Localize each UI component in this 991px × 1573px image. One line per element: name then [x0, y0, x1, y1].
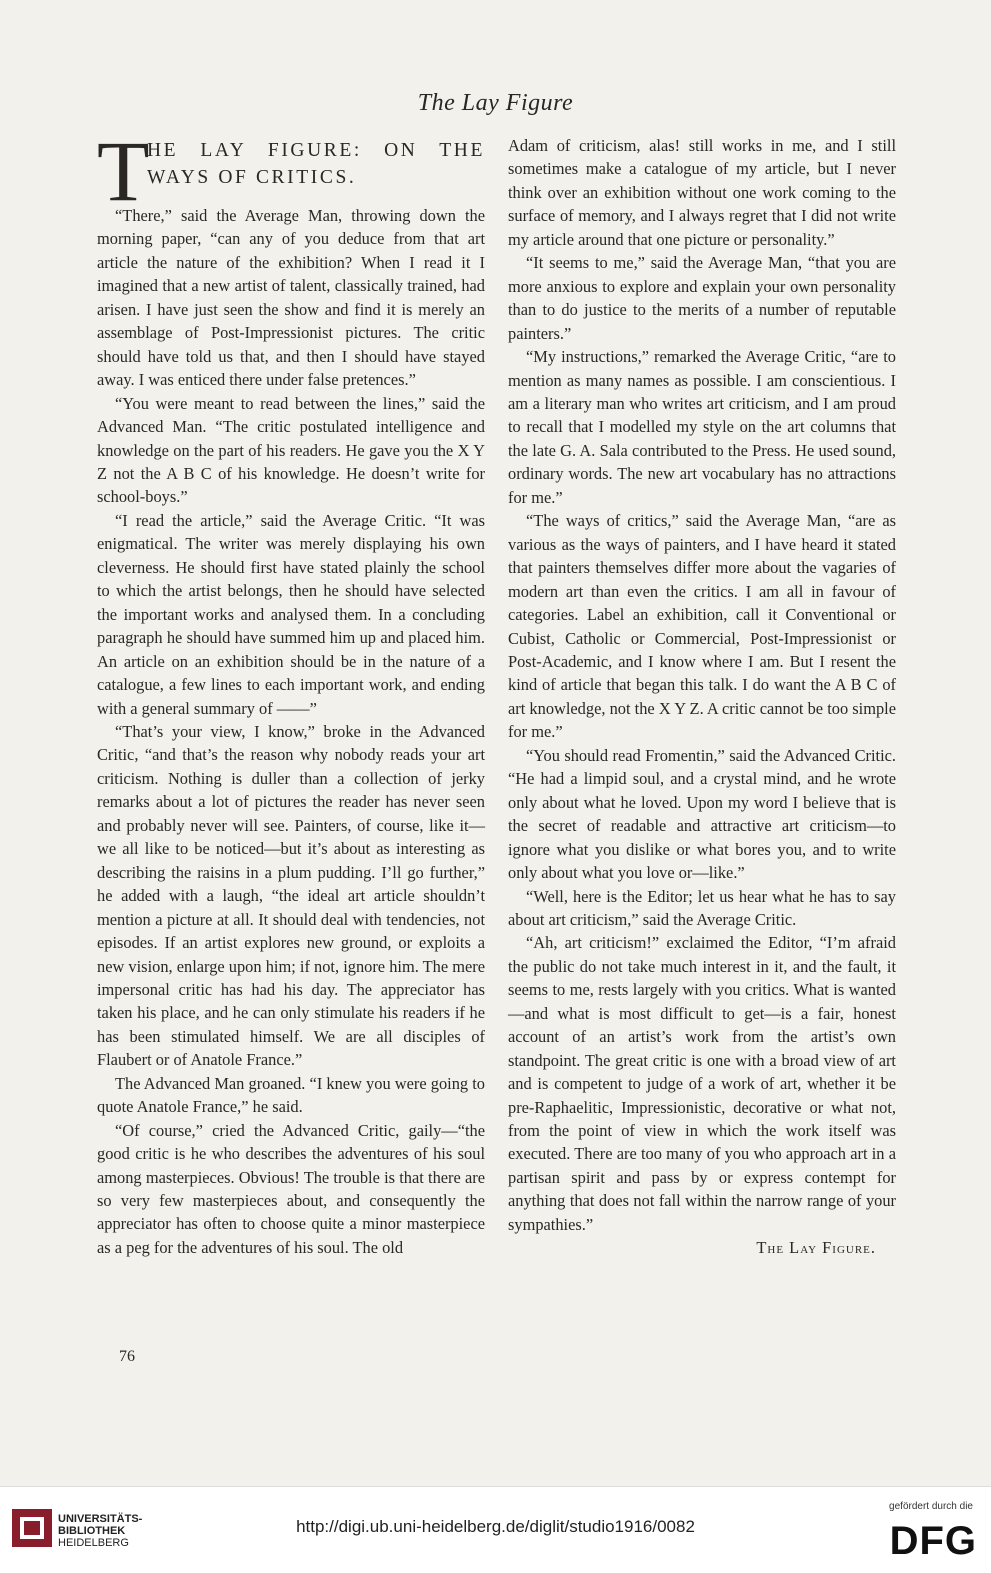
paragraph: “The ways of critics,” said the Average Man, “are as various as the ways of painters, and I have heard it stated that painters themselves differ more about the vagaries of modern art than even the critics. I am all in favour of categories. Label an exhibition, call it Conventional or Cubist, Catholic or Commercial, Post-Impressionist or Post-Academic, and I know where I am. But I resent the kind of article that began this talk. I do want the A B C of art knowledge, not the X Y Z. A critic cannot be too simple for me.”: [508, 511, 896, 742]
dfg-logo: DFG: [889, 1519, 977, 1563]
paragraph: The Advanced Man groaned. “I knew you were going to quote Anatole France,” he said.: [97, 1073, 485, 1117]
signature: The Lay Figure.: [756, 1238, 876, 1258]
right-column: [508, 134, 896, 1260]
paragraph-continued: Adam of criticism, alas! still works in me, and I still sometimes make a catalogue of my article, but I never think over an exhibition without one work coming to the surface of memory, and I always regret that I did not write my article around that one picture or personality.”: [508, 136, 896, 249]
drop-cap: T: [97, 123, 150, 219]
article-title: [97, 123, 485, 219]
title-line-2: WAYS OF CRITICS.: [147, 167, 357, 188]
library-name: UNIVERSITÄTS- BIBLIOTHEK HEIDELBERG: [58, 1513, 143, 1549]
paragraph: “I read the article,” said the Average Critic. “It was enigmatical. The writer was merely displaying his own cleverness. He should first have stated plainly the school to which the artist belongs, then he should have selected the important works and analysed them. In a concluding paragraph he should have summed him up and placed him. An article on an exhibition should be in the nature of a catalogue, a few lines to each important work, and ending with a general summary of ——”: [97, 510, 485, 718]
paragraph: “Of course,” cried the Advanced Critic, gaily—“the good critic is he who describes the adventures of his soul among masterpieces. Obvious! The trouble is that there are so very few masterpieces about, and consequently the appreciator has often to choose quite a minor masterpiece as a peg for the adventures of his soul. The old: [97, 1120, 485, 1257]
digitization-footer: [0, 1486, 991, 1573]
left-column: [97, 123, 485, 1259]
source-url-link[interactable]: http://digi.ub.uni-heidelberg.de/diglit/studio1916/0082: [296, 1517, 695, 1536]
paragraph: “My instructions,” remarked the Average Critic, “are to mention as many names as possible. I am conscientious. I am a literary man who writes art criticism, and I am proud to recall that I modelled my style on the art columns that the late G. A. Sala contributed to the Press. He used sound, ordinary words. The new art vocabulary has no attractions for me.”: [508, 347, 896, 507]
paragraph: “There,” said the Average Man, throwing down the morning paper, “can any of you deduce from that art article the nature of the exhibition? When I read it I imagined that a new artist of talent, classically trained, had arisen. I have just seen the show and find it is merely an assemblage of Post-Impressionist pictures. The critic should have told us that, and then I should have stayed away. I was enticed there under false pretences.”: [97, 206, 485, 390]
funded-by-label: gefördert durch die: [889, 1501, 973, 1512]
page-number: 76: [119, 1348, 135, 1365]
paragraph: “That’s your view, I know,” broke in the Advanced Critic, “and that’s the reason why nobody reads your art criticism. Nothing is duller than a collection of jerky remarks about a lot of pictures the reader has never seen and probably never will see. Painters, of course, like it—we all like to be noticed—but it’s about as interesting as describing the raisins in a plum pudding. I’ll go further,” he added with a laugh, “the ideal art article shouldn’t mention a picture at all. It should deal with tendencies, not episodes. If an artist explores new ground, or exploits a new vision, enlarge upon him; if not, ignore him. The mere impersonal critic has had his day. The appreciator has taken his place, and he can only stimulate his readers if he has been stimulated himself. We are all disciples of Flaubert or of Anatole France.”: [97, 721, 485, 1070]
running-head: The Lay Figure: [417, 90, 574, 116]
paragraph: “It seems to me,” said the Average Man, “that you are more anxious to explore and explain your own personality than to do justice to the merits of a number of reputable painters.”: [508, 253, 896, 343]
paragraph: “You were meant to read between the lines,” said the Advanced Man. “The critic postulated intelligence and knowledge on the part of his readers. He gave you the X Y Z not the A B C of his knowledge. He doesn’t write for school-boys.”: [97, 393, 485, 507]
title-line-1: HE LAY FIGURE: ON THE: [147, 140, 485, 161]
paragraph: “You should read Fromentin,” said the Advanced Critic. “He had a limpid soul, and a crystal mind, and he wrote only about what he loved. Upon my word I believe that is the secret of readable and attractive art criticism—to ignore what you dislike or what bores you, and to write only about what you love or—like.”: [508, 745, 896, 883]
paragraph: “Ah, art criticism!” exclaimed the Editor, “I’m afraid the public do not take much interest in it, and the fault, it seems to me, rests largely with you critics. What is wanted—and what is most difficult to get—is a fair, honest account of an artist’s work from the artist’s own standpoint. The great critic is one with a broad view of art and is competent to judge of a work of art, whether it be pre-Raphaelitic, Impressionistic, decorative or what not, from the point of view in which the work itself was executed. There are too many of you who approach art in a partisan spirit and pass by or express contempt for anything that does not fall within the narrow range of your sympathies.”: [508, 933, 896, 1234]
paragraph: “Well, here is the Editor; let us hear what he has to say about art criticism,” said the Average Critic.: [508, 886, 896, 929]
